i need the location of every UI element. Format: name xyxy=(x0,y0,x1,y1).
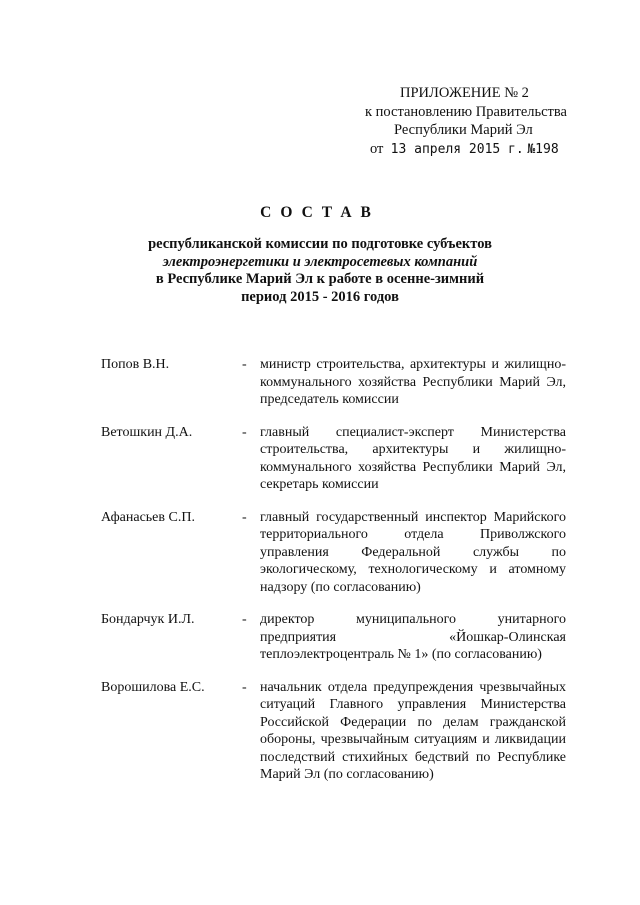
member-description: директор муниципального унитарного предприятия «Йошкар-Олинская теплоэлектроцентраль № 1» (по согласованию) xyxy=(260,612,566,662)
appendix-block xyxy=(356,84,586,159)
member-dash: - xyxy=(242,357,247,372)
document-subtitle xyxy=(130,236,510,306)
member-name: Бондарчук И.Л. xyxy=(101,612,195,627)
member-name: Попов В.Н. xyxy=(101,357,170,372)
appendix-number: ПРИЛОЖЕНИЕ № 2 xyxy=(400,85,529,101)
member-row xyxy=(101,679,571,784)
member-description: министр строительства, архитектуры и жилищно-коммунального хозяйства Республики Марий Эл, председатель комиссии xyxy=(260,357,566,407)
member-row xyxy=(101,611,571,664)
member-description: начальник отдела предупреждения чрезвычайных ситуаций Главного управления Министерства Российской Федерации по делам гражданской обороны, чрезвычайным ситуациям и ликвидации последствий стихийных бедствий по Республике Марий Эл (по согласованию) xyxy=(260,679,566,782)
member-description: главный специалист-эксперт Министерства строительства, архитектуры и жилищно-коммунального хозяйства Республики Марий Эл, секретарь комиссии xyxy=(260,424,566,492)
appendix-date-prefix: от xyxy=(370,140,384,157)
subtitle-line-4: период 2015 - 2016 годов xyxy=(241,288,399,305)
member-row xyxy=(101,356,571,409)
member-dash: - xyxy=(242,679,247,695)
appendix-date: 13 апреля 2015 г. xyxy=(390,141,524,157)
member-row xyxy=(101,509,571,597)
member-dash: - xyxy=(242,424,247,440)
appendix-decree-line: к постановлению Правительства xyxy=(365,103,567,120)
member-name: Ворошилова Е.С. xyxy=(101,679,205,695)
member-name: Ветошкин Д.А. xyxy=(101,424,193,440)
document-title: СОСТАВ xyxy=(260,204,380,221)
member-dash: - xyxy=(242,509,247,525)
member-name: Афанасьев С.П. xyxy=(101,509,195,525)
member-dash: - xyxy=(242,612,247,627)
member-description: главный государственный инспектор Марийского территориального отдела Приволжского управления Федеральной службы по экологическому, технологическому и атомному надзору (по согласованию) xyxy=(260,509,566,595)
member-row xyxy=(101,424,571,494)
subtitle-line-2: электроэнергетики и электросетевых компаний xyxy=(162,253,478,270)
appendix-date-line xyxy=(370,140,600,160)
appendix-decree-number: №198 xyxy=(527,141,559,157)
appendix-republic-line: Республики Марий Эл xyxy=(394,122,533,138)
subtitle-line-3: в Республике Марий Эл к работе в осенне-зимний xyxy=(155,271,485,287)
members-list xyxy=(101,356,571,799)
subtitle-line-1: республиканской комиссии по подготовке субъектов xyxy=(148,236,492,252)
